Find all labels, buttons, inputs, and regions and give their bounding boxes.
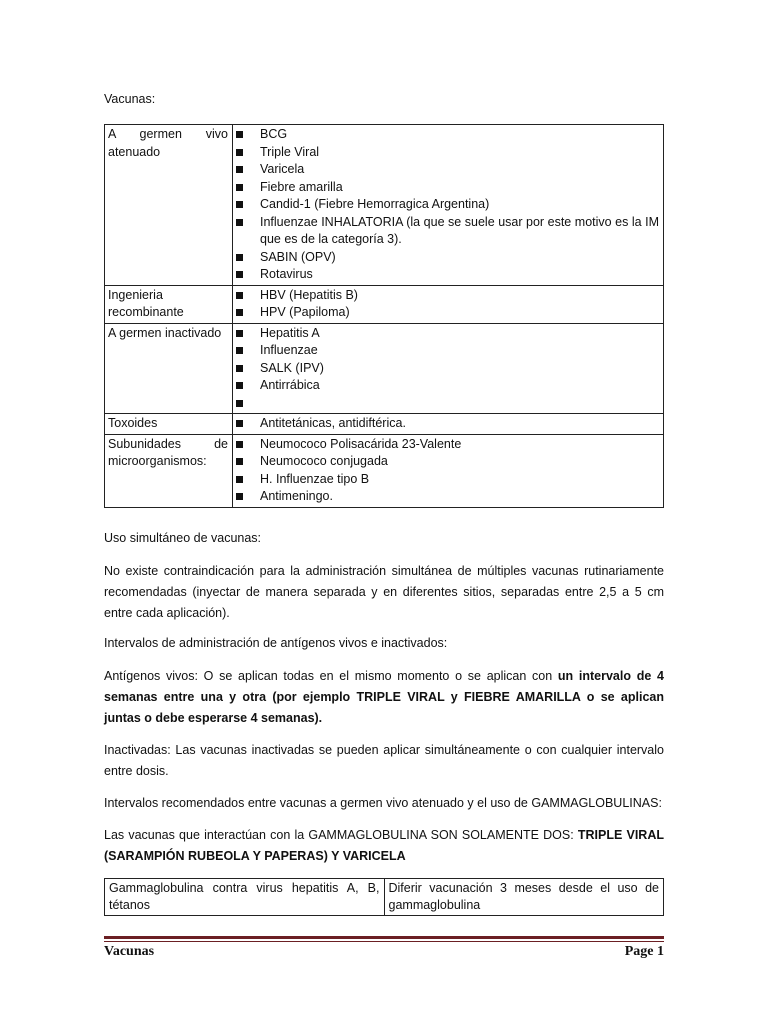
- gamma-right-cell: Diferir vacunación 3 meses desde el uso de gammaglobulina: [384, 879, 664, 916]
- list-item: Influenzae INHALATORIA (la que se suele usar por este motivo es la IM que es de la categoría 3).: [236, 214, 659, 249]
- items-cell: [233, 125, 664, 286]
- list-item: BCG: [236, 126, 659, 144]
- paragraph: No existe contraindicación para la administración simultánea de múltiples vacunas rutinariamente recomendadas (inyectar de manera separada y en diferentes sitios, separadas entre 2,5 a 5 cm entre cada aplicación).: [104, 564, 664, 620]
- footer-rule: [104, 936, 664, 939]
- section-title: Uso simultáneo de vacunas:: [104, 531, 262, 545]
- category-cell: A germen vivo atenuado: [105, 125, 233, 286]
- items-cell: [233, 434, 664, 507]
- footer-rule-thin: [104, 941, 664, 942]
- paragraph-text: Las vacunas que interactúan con la GAMMAGLOBULINA SON SOLAMENTE DOS:: [104, 828, 578, 842]
- list-item: Antitetánicas, antidiftérica.: [236, 415, 659, 433]
- items-cell: [233, 414, 664, 435]
- footer-title: Vacunas: [104, 944, 155, 959]
- list-item: Neumococo Polisacárida 23-Valente: [236, 436, 659, 454]
- page-number: Page 1: [624, 944, 664, 959]
- list-item: H. Influenzae tipo B: [236, 471, 659, 489]
- list-item: Rotavirus: [236, 266, 659, 284]
- emphasis-text: un intervalo de 4 semanas entre una y otra (por ejemplo TRIPLE VIRAL y FIEBRE AMARILLA o se aplican juntas o debe esperarse 4 semanas).: [104, 669, 664, 725]
- list-item: HPV (Papiloma): [236, 304, 659, 322]
- list-item: Antimeningo.: [236, 488, 659, 506]
- list-item: [236, 395, 659, 413]
- list-item: Triple Viral: [236, 144, 659, 162]
- list-item: Candid-1 (Fiebre Hemorragica Argentina): [236, 196, 659, 214]
- list-item: Hepatitis A: [236, 325, 659, 343]
- list-item: Antirrábica: [236, 377, 659, 395]
- table-row: [105, 323, 664, 414]
- gamma-left-cell: Gammaglobulina contra virus hepatitis A, B, tétanos: [105, 879, 385, 916]
- page-heading: Vacunas:: [104, 92, 156, 106]
- list-item: Varicela: [236, 161, 659, 179]
- section-title: Intervalos de administración de antígenos vivos e inactivados:: [104, 636, 448, 650]
- list-item: Neumococo conjugada: [236, 453, 659, 471]
- table-row: [105, 285, 664, 323]
- table-row: [105, 434, 664, 507]
- list-item: SALK (IPV): [236, 360, 659, 378]
- table-row: [105, 414, 664, 435]
- category-cell: A germen inactivado: [105, 323, 233, 414]
- items-cell: [233, 285, 664, 323]
- emphasis-text: TRIPLE VIRAL (SARAMPIÓN RUBEOLA Y PAPERAS) Y VARICELA: [104, 828, 664, 863]
- paragraph: [104, 666, 664, 729]
- list-item: HBV (Hepatitis B): [236, 287, 659, 305]
- list-item: Fiebre amarilla: [236, 179, 659, 197]
- vaccine-table: [104, 124, 664, 508]
- gamma-table: [104, 878, 664, 916]
- paragraph: Inactivadas: Las vacunas inactivadas se pueden aplicar simultáneamente o con cualquier intervalo entre dosis.: [104, 743, 664, 778]
- category-cell: Ingenieria recombinante: [105, 285, 233, 323]
- list-item: Influenzae: [236, 342, 659, 360]
- items-cell: [233, 323, 664, 414]
- list-item: SABIN (OPV): [236, 249, 659, 267]
- category-cell: Toxoides: [105, 414, 233, 435]
- section-title: Intervalos recomendados entre vacunas a germen vivo atenuado y el uso de GAMMAGLOBULINAS:: [104, 796, 662, 810]
- table-row: [105, 125, 664, 286]
- category-cell: Subunidades de microorganismos:: [105, 434, 233, 507]
- paragraph-text: Antígenos vivos: O se aplican todas en el mismo momento o se aplican con: [104, 669, 558, 683]
- table-row: [105, 879, 664, 916]
- paragraph: [104, 825, 664, 867]
